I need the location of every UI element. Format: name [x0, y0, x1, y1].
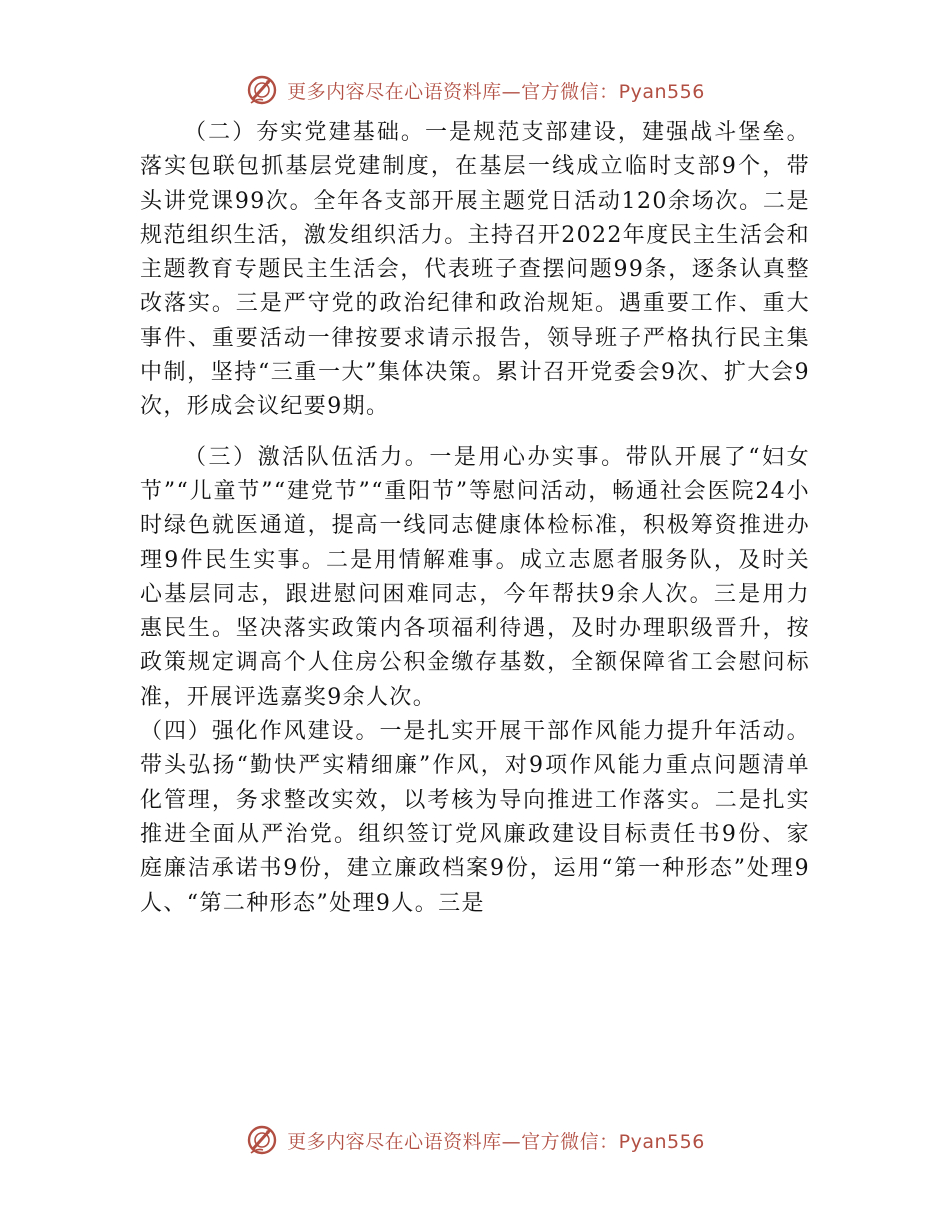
paragraph-work-style: （四）强化作风建设。一是扎实开展干部作风能力提升年活动。带头弘扬“勤快严实精细廉”作风，对9项作风能力重点问题清单化管理，务求整改实效，以考核为导向推进工作落实。二是扎实推进全面从严治党。组织签订党风廉政建设目标责任书9份、家庭廉洁承诺书9份，建立廉政档案9份，运用“第一种形态”处理9人、“第二种形态”处理9人。三是	[140, 719, 810, 916]
stamp-seal-icon	[245, 73, 279, 107]
paragraph-party-building: （二）夯实党建基础。一是规范支部建设，建强战斗堡垒。落实包联包抓基层党建制度，在基层一线成立临时支部9个，带头讲党课99次。全年各支部开展主题党日活动120余场次。二是规范组织生活，激发组织活力。主持召开2022年度民主生活会和主题教育专题民主生活会，代表班子查摆问题99条，逐条认真整改落实。三是严守党的政治纪律和政治规矩。遇重要工作、重大事件、重要活动一律按要求请示报告，领导班子严格执行民主集中制，坚持“三重一大”集体决策。累计召开党委会9次、扩大会9次，形成会议纪要9期。	[140, 120, 810, 420]
watermark-text: 更多内容尽在心语资料库—官方微信：Pyan556	[287, 80, 705, 103]
footer-watermark	[0, 1120, 950, 1160]
stamp-seal-icon	[245, 1123, 279, 1157]
paragraph-team-vitality: （三）激活队伍活力。一是用心办实事。带队开展了“妇女节”“儿童节”“建党节”“重阳节”等慰问活动，畅通社会医院24小时绿色就医通道，提高一线同志健康体检标准，积极筹资推进办理9件民生实事。二是用情解难事。成立志愿者服务队，及时关心基层同志，跟进慰问困难同志，今年帮扶9余人次。三是用力惠民生。坚决落实政策内各项福利待遇，及时办理职级晋升，按政策规定调高个人住房公积金缴存基数，全额保障省工会慰问标准，开展评选嘉奖9余人次。	[140, 444, 810, 710]
document-body	[140, 116, 810, 921]
watermark-text: 更多内容尽在心语资料库—官方微信：Pyan556	[287, 1130, 705, 1153]
header-watermark	[0, 70, 950, 110]
